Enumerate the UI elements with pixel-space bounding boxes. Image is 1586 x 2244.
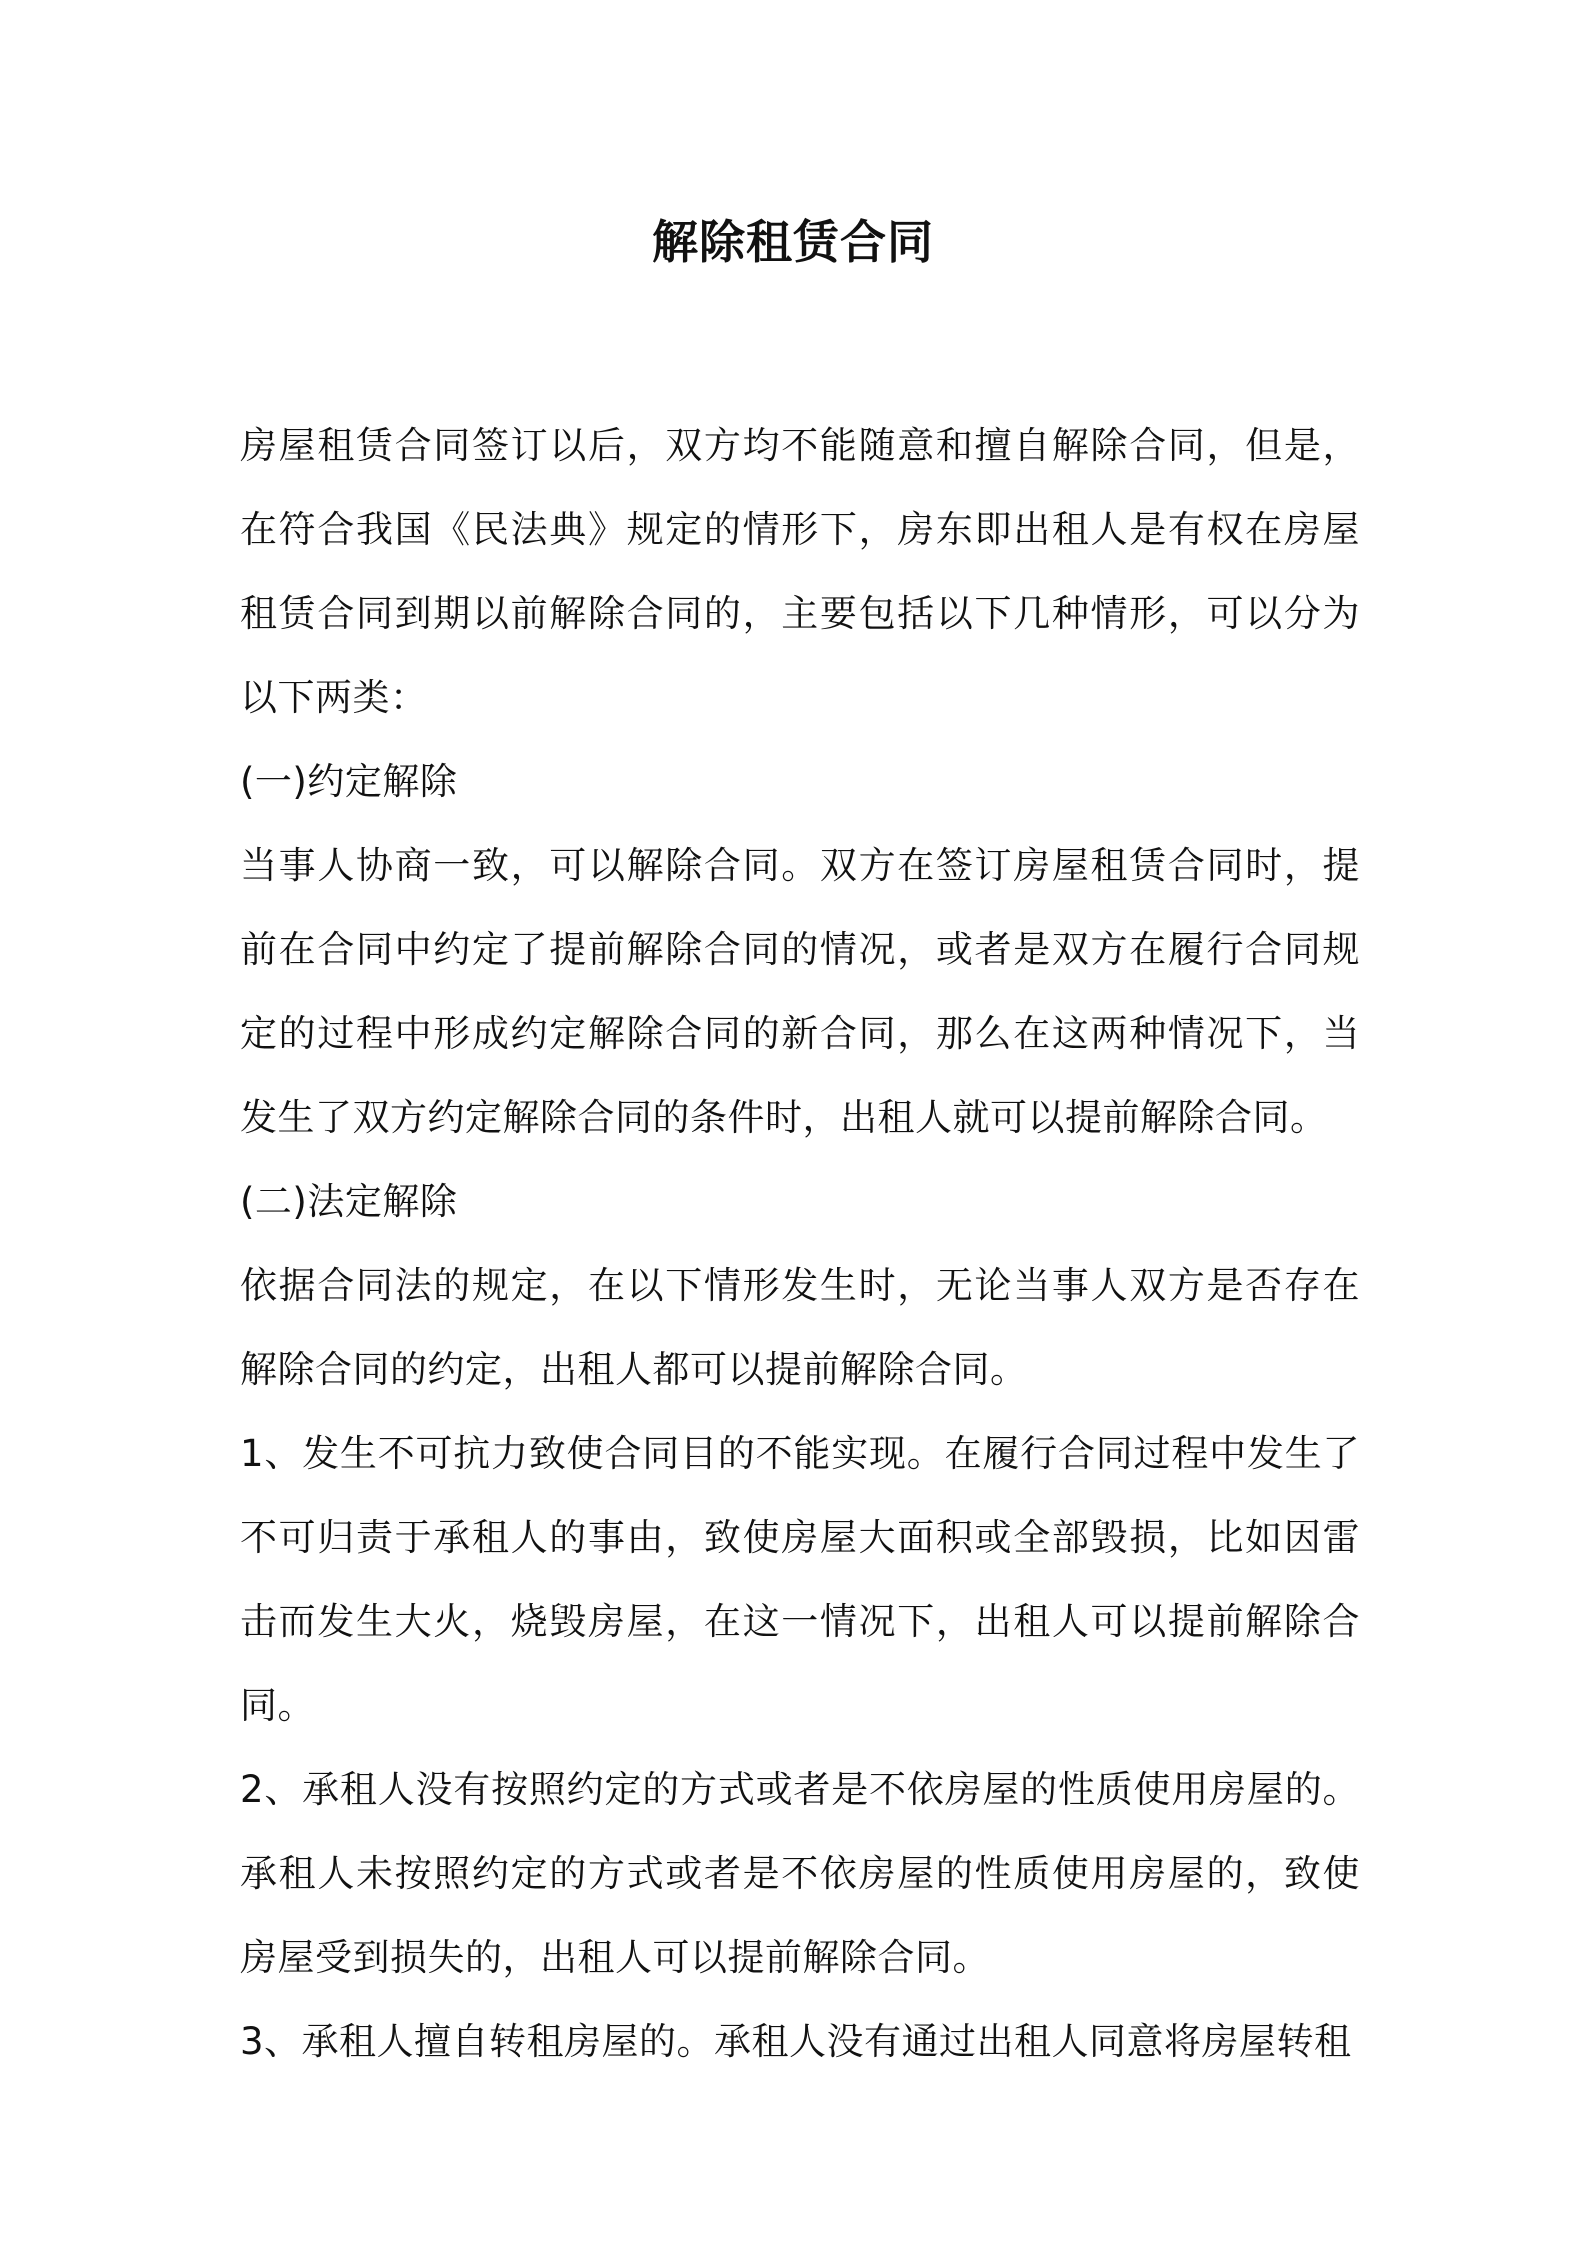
agreed-termination-paragraph: 当事人协商一致，可以解除合同。双方在签订房屋租赁合同时，提前在合同中约定了提前解除合同的情况，或者是双方在履行合同规定的过程中形成约定解除合同的新合同，那么在这两种情况下，当发生了双方约定解除合同的条件时，出租人就可以提前解除合同。 (240, 844, 1360, 1139)
list-item-unauthorized-sublease: 3、承租人擅自转租房屋的。承租人没有通过出租人同意将房屋转租 (240, 2020, 1352, 2063)
document-title: 解除租赁合同 (652, 215, 934, 269)
list-item-force-majeure: 1、发生不可抗力致使合同目的不能实现。在履行合同过程中发生了不可归责于承租人的事由，致使房屋大面积或全部毁损，比如因雷击而发生大火，烧毁房屋，在这一情况下，出租人可以提前解除合同。 (240, 1432, 1360, 1727)
statutory-termination-paragraph: 依据合同法的规定，在以下情形发生时，无论当事人双方是否存在解除合同的约定，出租人都可以提前解除合同。 (240, 1264, 1360, 1391)
intro-paragraph: 房屋租赁合同签订以后，双方均不能随意和擅自解除合同，但是，在符合我国《民法典》规定的情形下，房东即出租人是有权在房屋租赁合同到期以前解除合同的，主要包括以下几种情形，可以分为以下两类： (240, 424, 1360, 719)
list-item-improper-use: 2、承租人没有按照约定的方式或者是不依房屋的性质使用房屋的。承租人未按照约定的方式或者是不依房屋的性质使用房屋的，致使房屋受到损失的，出租人可以提前解除合同。 (240, 1768, 1360, 1979)
document-body (240, 404, 1360, 2084)
section-heading-statutory-termination: (二)法定解除 (240, 1180, 458, 1223)
section-heading-agreed-termination: (一)约定解除 (240, 760, 458, 803)
